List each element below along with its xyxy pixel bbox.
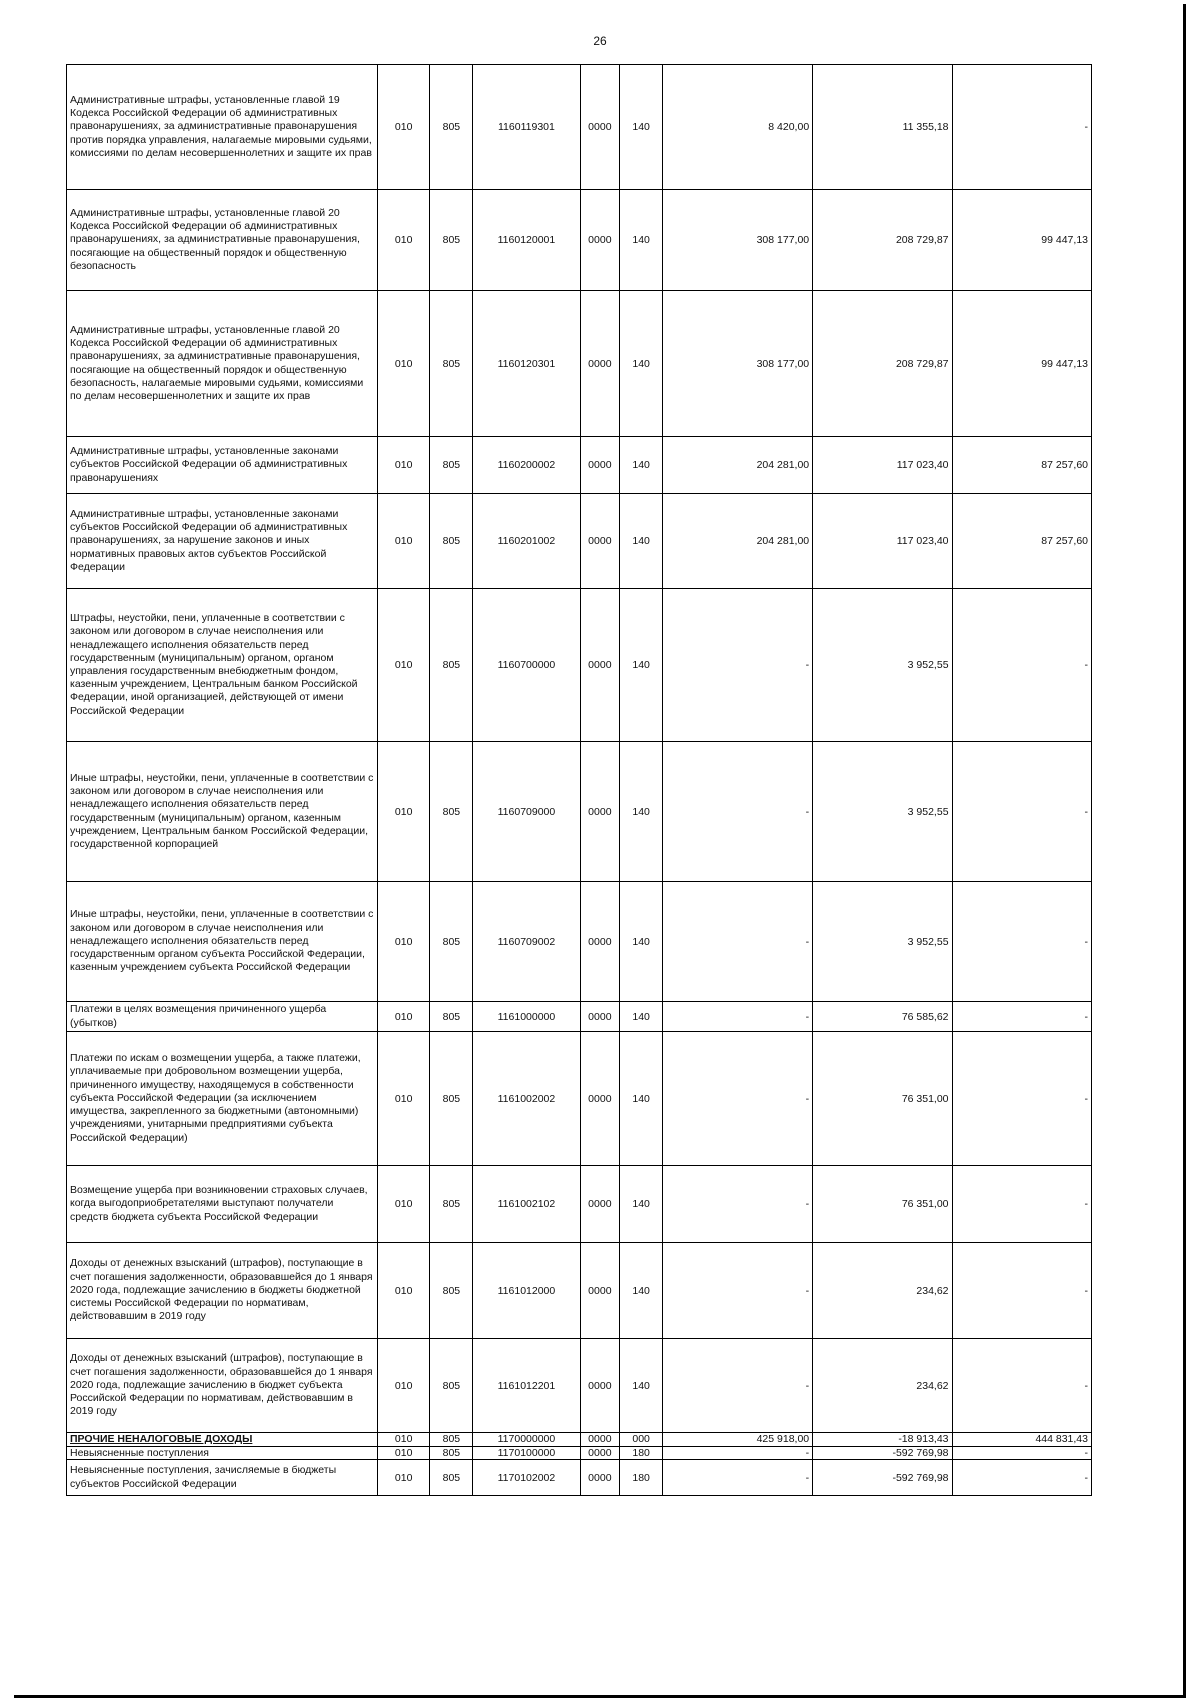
cell-value-1: -: [663, 1243, 813, 1339]
cell-value-2: 76 351,00: [813, 1032, 952, 1166]
cell-value-3: -: [952, 742, 1091, 882]
cell-code-5: 140: [620, 1002, 663, 1032]
cell-value-1: -: [663, 1460, 813, 1496]
cell-code-5: 180: [620, 1460, 663, 1496]
cell-value-3: -: [952, 1339, 1091, 1433]
cell-code-3: 1160200002: [473, 437, 580, 494]
cell-value-1: 204 281,00: [663, 494, 813, 589]
row-name: Платежи по искам о возмещении ущерба, а также платежи, уплачиваемые при добровольном возмещении ущерба, причиненного имуществу, находящемуся в собственности субъекта Российской Федерации (за исключением имущества, закрепленного за бюджетными (автономными) учреждениями, унитарными предприятиями субъекта Российской Федерации): [67, 1032, 378, 1166]
cell-value-2: 11 355,18: [813, 65, 952, 190]
cell-code-5: 140: [620, 494, 663, 589]
cell-value-3: -: [952, 1460, 1091, 1496]
cell-value-2: 208 729,87: [813, 190, 952, 291]
cell-code-3: 1160120001: [473, 190, 580, 291]
row-name: Административные штрафы, установленные главой 20 Кодекса Российской Федерации об административных правонарушениях, за административные правонарушения, посягающие на общественный порядок и общественную безопасность: [67, 190, 378, 291]
cell-code-1: 010: [377, 437, 430, 494]
cell-code-4: 0000: [580, 1339, 620, 1433]
page-number: 26: [593, 34, 607, 48]
row-name: Возмещение ущерба при возникновении страховых случаев, когда выгодоприобретателями выступают получатели средств бюджета субъекта Российской Федерации: [67, 1166, 378, 1243]
cell-value-2: 117 023,40: [813, 494, 952, 589]
row-name: Платежи в целях возмещения причиненного ущерба (убытков): [67, 1002, 378, 1032]
row-name: Иные штрафы, неустойки, пени, уплаченные в соответствии с законом или договором в случае неисполнения или ненадлежащего исполнения обязательств перед государственным (муниципальным) органом, казенным учреждением, Центральным банком Российской Федерации, государственной корпорацией: [67, 742, 378, 882]
cell-code-2: 805: [430, 1243, 473, 1339]
cell-value-2: 234,62: [813, 1339, 952, 1433]
cell-code-1: 010: [377, 190, 430, 291]
cell-code-2: 805: [430, 65, 473, 190]
cell-value-3: -: [952, 1032, 1091, 1166]
cell-code-4: 0000: [580, 742, 620, 882]
cell-code-5: 140: [620, 882, 663, 1002]
cell-code-2: 805: [430, 1166, 473, 1243]
cell-code-4: 0000: [580, 882, 620, 1002]
cell-code-4: 0000: [580, 1002, 620, 1032]
cell-code-4: 0000: [580, 1166, 620, 1243]
cell-value-3: -: [952, 65, 1091, 190]
cell-value-1: -: [663, 742, 813, 882]
cell-code-1: 010: [377, 1243, 430, 1339]
cell-value-1: -: [663, 1166, 813, 1243]
cell-code-3: 1161012201: [473, 1339, 580, 1433]
cell-code-4: 0000: [580, 1433, 620, 1447]
cell-value-2: 117 023,40: [813, 437, 952, 494]
cell-value-1: -: [663, 1339, 813, 1433]
cell-code-5: 140: [620, 1166, 663, 1243]
cell-code-3: 1170102002: [473, 1460, 580, 1496]
table-row: [67, 291, 1092, 437]
cell-code-2: 805: [430, 589, 473, 742]
cell-value-1: -: [663, 882, 813, 1002]
cell-code-5: 140: [620, 742, 663, 882]
cell-code-2: 805: [430, 1032, 473, 1166]
cell-code-1: 010: [377, 494, 430, 589]
cell-value-3: 99 447,13: [952, 291, 1091, 437]
cell-value-1: 308 177,00: [663, 291, 813, 437]
cell-code-5: 140: [620, 190, 663, 291]
cell-value-2: 76 585,62: [813, 1002, 952, 1032]
cell-code-4: 0000: [580, 437, 620, 494]
cell-code-2: 805: [430, 1447, 473, 1460]
table-row: [67, 1447, 1092, 1460]
table-row: [67, 1460, 1092, 1496]
table-row: [67, 65, 1092, 190]
cell-code-2: 805: [430, 1002, 473, 1032]
cell-code-1: 010: [377, 882, 430, 1002]
cell-value-3: -: [952, 1166, 1091, 1243]
cell-code-2: 805: [430, 1433, 473, 1447]
cell-code-2: 805: [430, 291, 473, 437]
cell-code-4: 0000: [580, 1032, 620, 1166]
row-name: Административные штрафы, установленные законами субъектов Российской Федерации об административных правонарушениях: [67, 437, 378, 494]
cell-value-3: -: [952, 1243, 1091, 1339]
cell-code-3: 1160709000: [473, 742, 580, 882]
cell-code-4: 0000: [580, 1243, 620, 1339]
cell-code-5: 140: [620, 437, 663, 494]
cell-value-1: -: [663, 1447, 813, 1460]
cell-code-1: 010: [377, 1447, 430, 1460]
budget-table: [66, 64, 1092, 1496]
cell-value-2: -18 913,43: [813, 1433, 952, 1447]
cell-code-3: 1170000000: [473, 1433, 580, 1447]
cell-value-2: 3 952,55: [813, 742, 952, 882]
row-name: Невыясненные поступления: [67, 1447, 378, 1460]
table-row: [67, 437, 1092, 494]
cell-code-4: 0000: [580, 291, 620, 437]
cell-value-3: 87 257,60: [952, 494, 1091, 589]
cell-value-1: -: [663, 1032, 813, 1166]
cell-code-2: 805: [430, 1339, 473, 1433]
cell-value-3: -: [952, 1447, 1091, 1460]
cell-value-1: 308 177,00: [663, 190, 813, 291]
cell-code-5: 140: [620, 1032, 663, 1166]
cell-value-3: -: [952, 589, 1091, 742]
cell-value-3: -: [952, 882, 1091, 1002]
cell-value-3: 444 831,43: [952, 1433, 1091, 1447]
row-name: ПРОЧИЕ НЕНАЛОГОВЫЕ ДОХОДЫ: [67, 1433, 378, 1447]
table-row: [67, 882, 1092, 1002]
row-name: Административные штрафы, установленные законами субъектов Российской Федерации об административных правонарушениях, за нарушение законов и иных нормативных правовых актов субъектов Российской Федерации: [67, 494, 378, 589]
cell-code-2: 805: [430, 494, 473, 589]
cell-code-5: 140: [620, 291, 663, 437]
cell-value-1: -: [663, 589, 813, 742]
cell-code-4: 0000: [580, 494, 620, 589]
cell-code-3: 1160120301: [473, 291, 580, 437]
table-row: [67, 1032, 1092, 1166]
cell-value-2: 3 952,55: [813, 589, 952, 742]
cell-code-3: 1161012000: [473, 1243, 580, 1339]
cell-code-2: 805: [430, 437, 473, 494]
cell-code-5: 140: [620, 65, 663, 190]
cell-code-1: 010: [377, 1166, 430, 1243]
cell-code-3: 1160119301: [473, 65, 580, 190]
cell-value-1: -: [663, 1002, 813, 1032]
table-row: [67, 589, 1092, 742]
cell-code-3: 1161002002: [473, 1032, 580, 1166]
table-row: [67, 1002, 1092, 1032]
cell-value-3: -: [952, 1002, 1091, 1032]
cell-code-2: 805: [430, 742, 473, 882]
cell-code-3: 1160700000: [473, 589, 580, 742]
cell-value-2: 234,62: [813, 1243, 952, 1339]
cell-code-2: 805: [430, 1460, 473, 1496]
row-name: Иные штрафы, неустойки, пени, уплаченные в соответствии с законом или договором в случае неисполнения или ненадлежащего исполнения обязательств перед государственным органом субъекта Российской Федерации, казенным учреждением субъекта Российской Федерации: [67, 882, 378, 1002]
cell-code-5: 140: [620, 1339, 663, 1433]
cell-code-4: 0000: [580, 1447, 620, 1460]
cell-code-3: 1160201002: [473, 494, 580, 589]
cell-value-2: -592 769,98: [813, 1447, 952, 1460]
table-row: [67, 1433, 1092, 1447]
cell-code-5: 000: [620, 1433, 663, 1447]
table-row: [67, 1243, 1092, 1339]
cell-value-2: 3 952,55: [813, 882, 952, 1002]
cell-value-2: 208 729,87: [813, 291, 952, 437]
row-name: Невыясненные поступления, зачисляемые в бюджеты субъектов Российской Федерации: [67, 1460, 378, 1496]
cell-code-1: 010: [377, 291, 430, 437]
cell-value-1: 8 420,00: [663, 65, 813, 190]
table-row: [67, 1166, 1092, 1243]
cell-code-1: 010: [377, 65, 430, 190]
cell-code-3: 1161000000: [473, 1002, 580, 1032]
cell-code-1: 010: [377, 1032, 430, 1166]
cell-value-1: 204 281,00: [663, 437, 813, 494]
cell-code-5: 140: [620, 1243, 663, 1339]
cell-code-3: 1161002102: [473, 1166, 580, 1243]
cell-code-1: 010: [377, 742, 430, 882]
cell-code-1: 010: [377, 1433, 430, 1447]
table-row: [67, 494, 1092, 589]
table-row: [67, 190, 1092, 291]
cell-value-2: -592 769,98: [813, 1460, 952, 1496]
row-name: Административные штрафы, установленные главой 20 Кодекса Российской Федерации об административных правонарушениях, за административные правонарушения, посягающие на общественный порядок и общественную безопасность, налагаемые мировыми судьями, комиссиями по делам несовершеннолетних и защите их прав: [67, 291, 378, 437]
cell-code-4: 0000: [580, 1460, 620, 1496]
table-row: [67, 1339, 1092, 1433]
cell-code-4: 0000: [580, 190, 620, 291]
cell-code-2: 805: [430, 882, 473, 1002]
row-name: Доходы от денежных взысканий (штрафов), поступающие в счет погашения задолженности, образовавшейся до 1 января 2020 года, подлежащие зачислению в бюджет субъекта Российской Федерации по нормативам, действовавшим в 2019 году: [67, 1339, 378, 1433]
cell-code-3: 1160709002: [473, 882, 580, 1002]
row-name: Штрафы, неустойки, пени, уплаченные в соответствии с законом или договором в случае неисполнения или ненадлежащего исполнения обязательств перед государственным (муниципальным) органом, органом управления государственным внебюджетным фондом, казенным учреждением, Центральным банком Российской Федерации, иной организацией, действующей от имени Российской Федерации: [67, 589, 378, 742]
cell-code-2: 805: [430, 190, 473, 291]
cell-value-2: 76 351,00: [813, 1166, 952, 1243]
cell-code-4: 0000: [580, 65, 620, 190]
cell-code-3: 1170100000: [473, 1447, 580, 1460]
cell-code-1: 010: [377, 1339, 430, 1433]
cell-code-5: 140: [620, 589, 663, 742]
cell-value-3: 87 257,60: [952, 437, 1091, 494]
row-name: Административные штрафы, установленные главой 19 Кодекса Российской Федерации об административных правонарушениях, за административные правонарушения против порядка управления, налагаемые мировыми судьями, комиссиями по делам несовершеннолетних и защите их прав: [67, 65, 378, 190]
table-row: [67, 742, 1092, 882]
cell-code-1: 010: [377, 1002, 430, 1032]
cell-code-4: 0000: [580, 589, 620, 742]
cell-code-1: 010: [377, 589, 430, 742]
cell-value-3: 99 447,13: [952, 190, 1091, 291]
cell-value-1: 425 918,00: [663, 1433, 813, 1447]
cell-code-1: 010: [377, 1460, 430, 1496]
cell-code-5: 180: [620, 1447, 663, 1460]
row-name: Доходы от денежных взысканий (штрафов), поступающие в счет погашения задолженности, образовавшейся до 1 января 2020 года, подлежащие зачислению в бюджеты бюджетной системы Российской Федерации по нормативам, действовавшим в 2019 году: [67, 1243, 378, 1339]
